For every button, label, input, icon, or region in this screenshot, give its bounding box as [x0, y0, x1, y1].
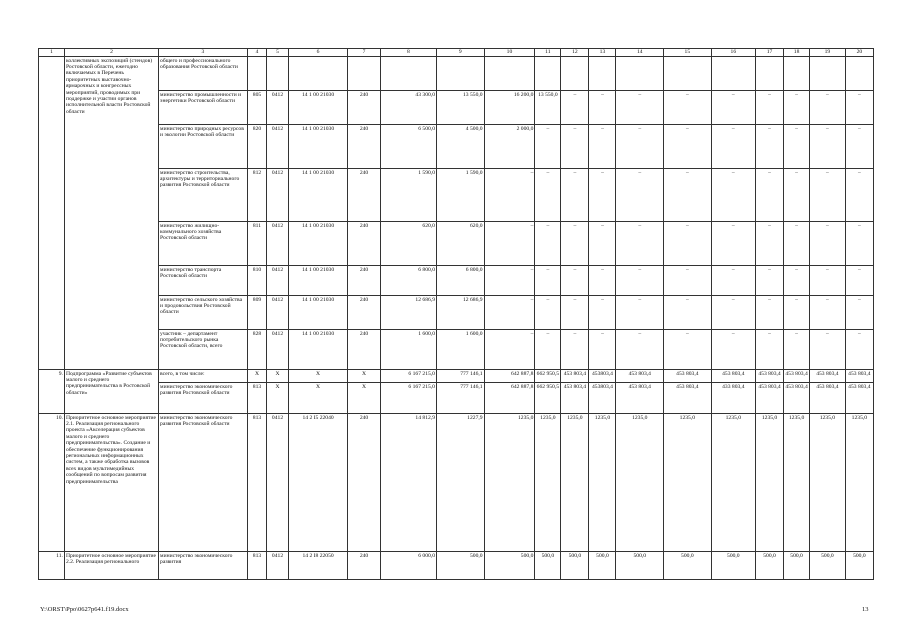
value-cell: –	[561, 296, 589, 330]
table-row	[39, 266, 874, 296]
header-cell: 9	[436, 49, 484, 57]
value-cell: –	[535, 330, 561, 370]
value-cell	[664, 57, 712, 91]
value-cell: 500,0	[535, 552, 561, 580]
value-cell: 1 590,0	[436, 169, 484, 222]
table-row	[39, 414, 874, 552]
value-cell: –	[755, 222, 783, 266]
header-cell: 3	[159, 49, 248, 57]
value-cell: –	[784, 125, 810, 169]
header-cell: 6	[288, 49, 347, 57]
value-cell	[845, 57, 873, 91]
table-row	[39, 57, 874, 91]
value-cell: 240	[348, 222, 380, 266]
table-row	[39, 330, 874, 370]
value-cell: –	[616, 91, 664, 125]
value-cell: –	[810, 266, 846, 296]
value-cell: –	[616, 266, 664, 296]
value-cell: 1235,0	[784, 414, 810, 552]
value-cell: 813	[247, 552, 266, 580]
header-cell: 16	[711, 49, 755, 57]
value-cell: –	[784, 330, 810, 370]
value-cell: 0412	[267, 266, 289, 296]
value-cell: 812	[247, 169, 266, 222]
value-cell: –	[711, 125, 755, 169]
value-cell: –	[535, 169, 561, 222]
value-cell: 1235,0	[561, 414, 589, 552]
value-cell: 453 803,4	[561, 383, 589, 414]
value-cell: 6 167 215,0	[380, 370, 436, 383]
value-cell: 0412	[267, 330, 289, 370]
value-cell: 4 500,0	[436, 125, 484, 169]
value-cell: 240	[348, 169, 380, 222]
value-cell: 0412	[267, 222, 289, 266]
value-cell: –	[784, 169, 810, 222]
value-cell: 453 803,4	[784, 370, 810, 383]
header-cell: 15	[664, 49, 712, 57]
row-number: 9.	[39, 370, 65, 414]
executor-cell: министерство строительства, архитектуры и территориального развития Ростовской области	[159, 169, 248, 222]
value-cell: 453 803,4	[616, 370, 664, 383]
value-cell: –	[561, 91, 589, 125]
value-cell	[247, 57, 266, 91]
value-cell: –	[616, 296, 664, 330]
value-cell: 14 1 00 21030	[288, 266, 347, 296]
value-cell: 6 500,0	[380, 125, 436, 169]
value-cell: –	[755, 266, 783, 296]
value-cell: –	[711, 296, 755, 330]
value-cell: –	[664, 296, 712, 330]
value-cell: 828	[247, 330, 266, 370]
table-row	[39, 552, 874, 580]
value-cell: 453803,4	[589, 383, 616, 414]
value-cell: –	[755, 91, 783, 125]
value-cell: 0412	[267, 125, 289, 169]
value-cell: 500,0	[484, 552, 535, 580]
header-cell: 18	[784, 49, 810, 57]
table-row	[39, 296, 874, 330]
value-cell: 1 590,0	[380, 169, 436, 222]
executor-cell: министерство экономического развития Ростовской области	[159, 383, 248, 414]
value-cell: 1235,0	[845, 414, 873, 552]
program-name: Приоритетное основное мероприятие 2.2. Реализация регионального	[64, 552, 158, 580]
header-cell: 20	[845, 49, 873, 57]
value-cell: 1 600,0	[436, 330, 484, 370]
value-cell: –	[784, 296, 810, 330]
value-cell: 662 950,5	[535, 370, 561, 383]
value-cell: –	[845, 296, 873, 330]
value-cell: 500,0	[845, 552, 873, 580]
value-cell: –	[845, 330, 873, 370]
value-cell: X	[267, 370, 289, 383]
value-cell: –	[664, 330, 712, 370]
value-cell: 12 686,9	[436, 296, 484, 330]
value-cell: –	[589, 222, 616, 266]
executor-cell: участник – департамент потребительского рынка Ростовской области, всего	[159, 330, 248, 370]
value-cell: 453 803,4	[755, 370, 783, 383]
value-cell: –	[535, 222, 561, 266]
value-cell: 453 803,4	[561, 370, 589, 383]
value-cell: –	[784, 222, 810, 266]
value-cell: 777 146,1	[436, 370, 484, 383]
executor-cell: министерство экономического развития	[159, 552, 248, 580]
value-cell: 14 812,9	[380, 414, 436, 552]
value-cell: –	[589, 125, 616, 169]
value-cell: 0412	[267, 91, 289, 125]
value-cell: 500,0	[616, 552, 664, 580]
value-cell: 500,0	[436, 552, 484, 580]
value-cell	[288, 57, 347, 91]
value-cell: –	[784, 91, 810, 125]
value-cell: 12 686,9	[380, 296, 436, 330]
value-cell: –	[845, 125, 873, 169]
table-row	[39, 91, 874, 125]
value-cell: 14 1 00 21030	[288, 125, 347, 169]
value-cell: 0412	[267, 169, 289, 222]
value-cell: X	[288, 383, 347, 414]
value-cell	[267, 57, 289, 91]
value-cell	[535, 57, 561, 91]
value-cell: –	[589, 296, 616, 330]
value-cell: 453 803,4	[711, 370, 755, 383]
value-cell: 813	[247, 383, 266, 414]
value-cell: 1 600,0	[380, 330, 436, 370]
value-cell: 453 803,4	[845, 383, 873, 414]
value-cell	[711, 57, 755, 91]
row-number	[39, 57, 65, 370]
value-cell	[348, 57, 380, 91]
value-cell: 453 803,4	[664, 383, 712, 414]
value-cell	[380, 57, 436, 91]
value-cell: 1235,0	[810, 414, 846, 552]
value-cell: 662 950,5	[535, 383, 561, 414]
value-cell: –	[589, 91, 616, 125]
value-cell: 240	[348, 296, 380, 330]
value-cell: 811	[247, 222, 266, 266]
value-cell: –	[484, 222, 535, 266]
value-cell: –	[711, 169, 755, 222]
value-cell: 453 803,4	[755, 383, 783, 414]
value-cell: –	[561, 330, 589, 370]
value-cell: 810	[247, 266, 266, 296]
value-cell: 453 803,4	[810, 383, 846, 414]
value-cell: 0412	[267, 296, 289, 330]
value-cell: 809	[247, 296, 266, 330]
value-cell: 500,0	[561, 552, 589, 580]
value-cell: 240	[348, 266, 380, 296]
value-cell: 2 000,0	[484, 125, 535, 169]
executor-cell: министерство жилищно-коммунального хозяйства Ростовской области	[159, 222, 248, 266]
program-name: коллективных экспозиций (стендов) Ростовской области, ежегодно включаемых в Перечень приоритетных выставочно-ярмарочных и конгрессных мероприятий, проводимых при поддержке и участии органов исполнительной власти Ростовской области	[64, 57, 158, 370]
value-cell: 500,0	[664, 552, 712, 580]
header-row	[39, 49, 874, 57]
value-cell: 14 1 00 21030	[288, 296, 347, 330]
value-cell: 240	[348, 125, 380, 169]
value-cell: –	[535, 125, 561, 169]
value-cell: –	[589, 266, 616, 296]
row-number: 10.	[39, 414, 65, 552]
value-cell: 0412	[267, 414, 289, 552]
value-cell: –	[755, 125, 783, 169]
value-cell: 1235,0	[755, 414, 783, 552]
value-cell: 16 200,0	[484, 91, 535, 125]
header-cell: 11	[535, 49, 561, 57]
header-cell: 7	[348, 49, 380, 57]
value-cell: –	[589, 330, 616, 370]
value-cell: –	[810, 222, 846, 266]
value-cell: 453 803,4	[784, 383, 810, 414]
header-cell: 17	[755, 49, 783, 57]
value-cell: 777 146,1	[436, 383, 484, 414]
value-cell: –	[845, 266, 873, 296]
value-cell: 240	[348, 91, 380, 125]
value-cell: –	[664, 266, 712, 296]
value-cell: 1235,0	[664, 414, 712, 552]
value-cell	[484, 57, 535, 91]
value-cell: –	[561, 169, 589, 222]
value-cell	[561, 57, 589, 91]
row-number: 11.	[39, 552, 65, 580]
value-cell: –	[616, 125, 664, 169]
header-cell: 4	[247, 49, 266, 57]
value-cell: –	[711, 266, 755, 296]
value-cell: X	[348, 370, 380, 383]
value-cell: 1235,0	[616, 414, 664, 552]
executor-cell: министерство промышленности и энергетики Ростовской области	[159, 91, 248, 125]
value-cell: 1227,9	[436, 414, 484, 552]
value-cell: 620,0	[380, 222, 436, 266]
value-cell: 6 800,0	[380, 266, 436, 296]
value-cell: 13 550,0	[436, 91, 484, 125]
value-cell: 1235,0	[589, 414, 616, 552]
value-cell: –	[616, 222, 664, 266]
header-cell: 14	[616, 49, 664, 57]
value-cell	[784, 57, 810, 91]
header-cell: 2	[64, 49, 158, 57]
table-row	[39, 125, 874, 169]
value-cell: –	[845, 222, 873, 266]
value-cell: –	[484, 169, 535, 222]
budget-table-sheet	[38, 48, 874, 580]
value-cell: –	[561, 266, 589, 296]
value-cell: –	[589, 169, 616, 222]
executor-cell: министерство экономического развития Ростовской области	[159, 414, 248, 552]
value-cell: 820	[247, 125, 266, 169]
value-cell: –	[810, 125, 846, 169]
value-cell: –	[561, 222, 589, 266]
value-cell: 453803,4	[589, 370, 616, 383]
value-cell: 6 167 215,0	[380, 383, 436, 414]
value-cell: 240	[348, 330, 380, 370]
value-cell: 14 1 00 21030	[288, 169, 347, 222]
value-cell	[616, 57, 664, 91]
value-cell: –	[616, 169, 664, 222]
value-cell: 453 803,4	[616, 383, 664, 414]
value-cell: 14 2 I5 22040	[288, 414, 347, 552]
value-cell: 0412	[267, 552, 289, 580]
value-cell: –	[664, 91, 712, 125]
table-row	[39, 222, 874, 266]
value-cell: –	[845, 91, 873, 125]
value-cell: –	[845, 169, 873, 222]
table-row	[39, 169, 874, 222]
value-cell	[589, 57, 616, 91]
value-cell	[810, 57, 846, 91]
executor-cell: министерство сельского хозяйства и продовольствия Ростовской области	[159, 296, 248, 330]
executor-cell: министерство транспорта Ростовской области	[159, 266, 248, 296]
value-cell: –	[755, 296, 783, 330]
value-cell: –	[711, 330, 755, 370]
value-cell: 813	[247, 414, 266, 552]
header-cell: 19	[810, 49, 846, 57]
value-cell: –	[561, 125, 589, 169]
value-cell: 14 1 00 21030	[288, 330, 347, 370]
value-cell: X	[288, 370, 347, 383]
value-cell: X	[348, 383, 380, 414]
value-cell: –	[810, 330, 846, 370]
value-cell: 433 803,4	[711, 383, 755, 414]
value-cell: 453 803,4	[810, 370, 846, 383]
value-cell: –	[616, 330, 664, 370]
program-name: Подпрограмма «Развитие субъектов малого и среднего предпринимательства в Ростовской области»	[64, 370, 158, 414]
executor-cell: общего и профессионального образования Ростовской области	[159, 57, 248, 91]
value-cell: 805	[247, 91, 266, 125]
value-cell: –	[711, 222, 755, 266]
executor-cell: министерство природных ресурсов и экологии Ростовской области	[159, 125, 248, 169]
value-cell: –	[810, 296, 846, 330]
header-cell: 10	[484, 49, 535, 57]
budget-table	[38, 48, 874, 580]
value-cell: 240	[348, 552, 380, 580]
value-cell: –	[484, 330, 535, 370]
value-cell: 14 1 00 21030	[288, 222, 347, 266]
value-cell: –	[755, 169, 783, 222]
program-name: Приоритетное основное мероприятие 2.1. Реализация регионального проекта «Акселерация субъектов малого и среднего предпринимательства». Создание и обеспечение функционирования региональных информационных систем, а также обработка вызовов всех видов мультимедийных сообщений по вопросам развития предпринимательства	[64, 414, 158, 552]
value-cell: 6 800,0	[436, 266, 484, 296]
value-cell: –	[664, 169, 712, 222]
header-cell: 5	[267, 49, 289, 57]
value-cell: –	[711, 91, 755, 125]
value-cell: X	[247, 370, 266, 383]
table-row	[39, 383, 874, 414]
value-cell: –	[535, 266, 561, 296]
value-cell: 500,0	[711, 552, 755, 580]
value-cell: 14 2 I8 22050	[288, 552, 347, 580]
value-cell: 13 550,0	[535, 91, 561, 125]
table-row	[39, 370, 874, 383]
value-cell: 642 887,8	[484, 370, 535, 383]
header-cell: 12	[561, 49, 589, 57]
value-cell: 500,0	[810, 552, 846, 580]
footer-file-path: Y:\ORST\Ppo\0627p641.f19.docx	[40, 606, 129, 613]
value-cell: –	[484, 296, 535, 330]
value-cell: 453 803,4	[845, 370, 873, 383]
value-cell: 6 000,0	[380, 552, 436, 580]
value-cell: 642 887,8	[484, 383, 535, 414]
value-cell: –	[784, 266, 810, 296]
header-cell: 1	[39, 49, 65, 57]
value-cell: X	[267, 383, 289, 414]
header-cell: 8	[380, 49, 436, 57]
value-cell: 43 300,0	[380, 91, 436, 125]
value-cell: –	[810, 91, 846, 125]
value-cell: –	[810, 169, 846, 222]
value-cell: 500,0	[755, 552, 783, 580]
value-cell	[755, 57, 783, 91]
executor-cell: всего, в том числе:	[159, 370, 248, 383]
footer-page-number: 13	[862, 606, 869, 613]
value-cell	[436, 57, 484, 91]
value-cell: –	[535, 296, 561, 330]
value-cell: –	[664, 222, 712, 266]
value-cell: 240	[348, 414, 380, 552]
value-cell: 1235,0	[484, 414, 535, 552]
header-cell: 13	[589, 49, 616, 57]
value-cell: 453 803,4	[664, 370, 712, 383]
value-cell: –	[484, 266, 535, 296]
value-cell: 1235,0	[711, 414, 755, 552]
value-cell: 500,0	[589, 552, 616, 580]
value-cell: –	[755, 330, 783, 370]
value-cell: 1235,0	[535, 414, 561, 552]
value-cell: –	[664, 125, 712, 169]
value-cell: 500,0	[784, 552, 810, 580]
value-cell: 620,0	[436, 222, 484, 266]
value-cell: 14 1 00 21030	[288, 91, 347, 125]
